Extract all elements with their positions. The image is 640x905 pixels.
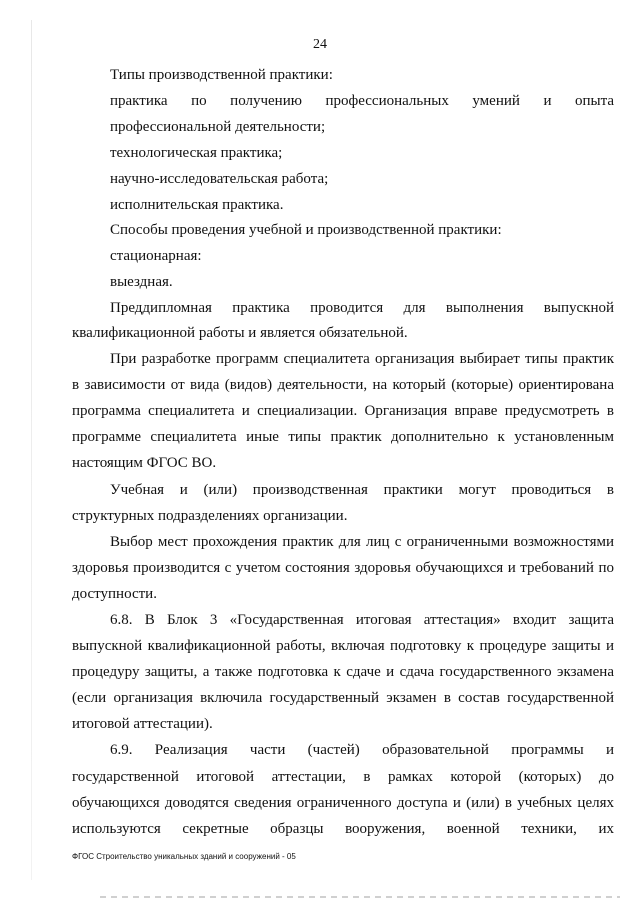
text-line: 6.9. Реализация части (частей) образовательной программы и [110,742,614,758]
text-line: процедуру защиты, а также подготовка к сдаче и сдача государственного экзамена [72,664,614,680]
text-line: квалификационной работы и является обязательной. [72,325,408,341]
text-line: обучающихся доводятся сведения ограниченного доступа и (или) в учебных целях [72,795,614,811]
text-line: профессиональной деятельности; [110,119,326,135]
text-line: программе специалитета иные типы практик дополнительно к установленным [72,429,614,445]
text-line: здоровья производится с учетом состояния здоровья обучающихся и требований по [72,560,614,576]
text-line: итоговой аттестации). [72,716,213,732]
text-line: Выбор мест прохождения практик для лиц с ограниченными возможностями [110,534,614,550]
text-line: Типы производственной практики: [110,67,333,83]
text-line: 6.8. В Блок 3 «Государственная итоговая аттестация» входит защита [110,612,614,628]
text-line: (если организация включила государственный экзамен в состав государственной [72,690,614,706]
text-line: технологическая практика; [110,145,283,161]
text-line: исполнительская практика. [110,197,284,213]
text-line: используются секретные образцы вооружения, военной техники, их [72,821,614,837]
text-line: Учебная и (или) производственная практики могут проводиться в [110,482,614,498]
text-line: доступности. [72,586,157,602]
page-number: 24 [313,37,327,52]
text-line: стационарная: [110,248,202,264]
text-line: программа специалитета и специализации. Организация вправе предусмотреть в [72,403,614,419]
page-footer: ФГОС Строительство уникальных зданий и сооружений - 05 [72,852,296,861]
scan-edge-line [31,20,32,880]
text-line: При разработке программ специалитета организация выбирает типы практик [110,351,614,367]
text-line: государственной итоговой аттестации, в рамках которой (которых) до [72,769,614,785]
text-line: выпускной квалификационной работы, включая подготовку к процедуре защиты и [72,638,614,654]
scan-artifact [100,896,620,898]
text-line: настоящим ФГОС ВО. [72,455,217,471]
text-line: научно-исследовательская работа; [110,171,329,187]
text-line: Способы проведения учебной и производственной практики: [110,222,502,238]
text-line: практика по получению профессиональных умений и опыта [110,93,614,109]
text-line: выездная. [110,274,173,290]
text-line: Преддипломная практика проводится для выполнения выпускной [110,300,614,316]
text-line: в зависимости от вида (видов) деятельности, на который (которые) ориентирована [72,377,614,393]
text-line: структурных подразделениях организации. [72,508,348,524]
